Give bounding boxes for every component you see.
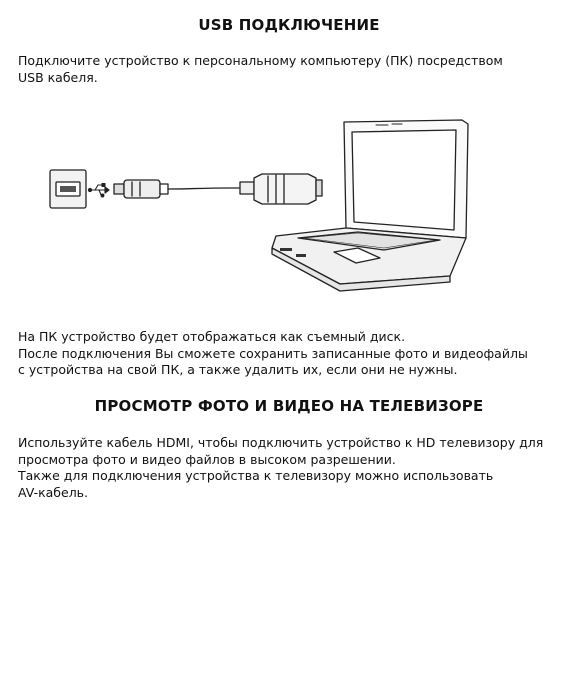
usb-symbol-icon [88,184,109,197]
text-line: просмотра фото и видео файлов в высоком разрешении. [18,451,396,467]
mini-usb-plug-icon [114,180,168,198]
laptop-icon [272,120,468,291]
text-line: AV-кабель. [18,484,89,500]
usb-details-paragraph [18,329,568,379]
text-line: Используйте кабель HDMI, чтобы подключить устройство к HD телевизору для [18,435,544,450]
tv-paragraph [18,435,568,501]
text-line: с устройства на свой ПК, а также удалить их, если они не нужны. [18,362,458,377]
text-line: USB кабеля. [18,69,98,85]
usb-a-plug-icon [240,174,322,204]
text-line: На ПК устройство будет отображаться как съемный диск. [18,329,406,344]
text-line: После подключения Вы сможете сохранить записанные фото и видеофайлы [18,345,528,361]
usb-connection-illustration [40,112,480,302]
usb-section-title: USB ПОДКЛЮЧЕНИЕ [198,16,380,34]
text-line: Подключите устройство к персональному компьютеру (ПК) посредством [18,53,503,68]
device-usb-port-icon [50,170,86,208]
usb-cable [168,188,240,189]
usb-intro-paragraph [18,53,568,86]
tv-section-title: ПРОСМОТР ФОТО И ВИДЕО НА ТЕЛЕВИЗОРЕ [94,397,484,415]
text-line: Также для подключения устройства к телевизору можно использовать [18,468,494,483]
